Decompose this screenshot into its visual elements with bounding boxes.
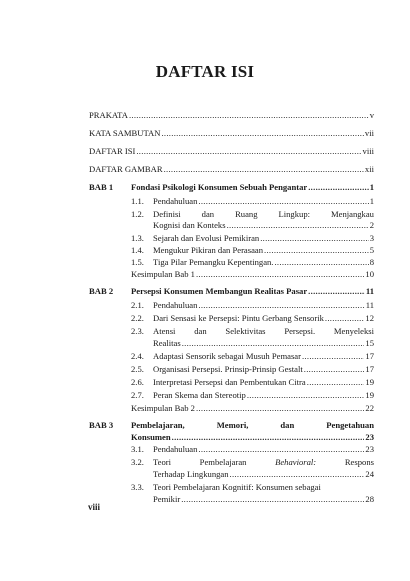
- section-number: 1.3.: [131, 233, 144, 243]
- leader-dots: [325, 313, 365, 324]
- toc-section-1-3[interactable]: [153, 233, 374, 244]
- leader-dots: [198, 300, 364, 311]
- toc-chapter-1[interactable]: [131, 182, 374, 193]
- word: Behavioral:: [275, 457, 317, 467]
- section-title: Realitas: [153, 338, 181, 348]
- toc-summary-1[interactable]: [131, 269, 374, 280]
- section-page: 15: [365, 338, 374, 348]
- toc-section-2-3-line1[interactable]: [153, 326, 374, 337]
- toc-entry-daftar-gambar[interactable]: [89, 164, 374, 175]
- word: Definisi: [153, 209, 181, 219]
- section-number: 1.1.: [131, 196, 144, 206]
- toc-section-3-3-line1[interactable]: Teori Pembelajaran Kognitif: Konsumen sebagai: [153, 482, 321, 492]
- leader-dots: [304, 364, 365, 375]
- word: Persepsi.: [284, 326, 316, 336]
- section-page: 3: [369, 233, 374, 243]
- toc-entry-label: DAFTAR GAMBAR: [89, 164, 163, 174]
- leader-dots: [129, 110, 369, 121]
- section-title: Mengukur Pikiran dan Perasaan: [153, 245, 264, 255]
- word: Lingkup:: [278, 209, 311, 219]
- section-page: 24: [365, 469, 374, 479]
- toc-section-3-2-line1[interactable]: [153, 457, 374, 468]
- chapter-label: BAB 2: [89, 286, 114, 296]
- leader-dots: [308, 182, 368, 193]
- section-number: 3.1.: [131, 444, 144, 454]
- leader-dots: [260, 233, 368, 244]
- section-page: 5: [369, 245, 374, 255]
- section-page: 19: [365, 377, 374, 387]
- section-page: 1: [369, 196, 374, 206]
- leader-dots: [227, 220, 369, 231]
- section-title: Pendahuluan: [153, 196, 198, 206]
- section-title: Organisasi Persepsi. Prinsip-Prinsip Gestalt: [153, 364, 303, 374]
- toc-section-2-6[interactable]: [153, 377, 374, 388]
- section-title: Pendahuluan: [153, 300, 198, 310]
- leader-dots: [161, 128, 363, 139]
- toc-chapter-3-line2[interactable]: [131, 432, 374, 443]
- chapter-page: 1: [369, 182, 374, 192]
- section-page: 11: [365, 300, 374, 310]
- leader-dots: [274, 257, 368, 268]
- toc-section-2-7[interactable]: [153, 390, 374, 401]
- toc-section-2-4[interactable]: [153, 351, 374, 362]
- toc-entry-page: xii: [364, 164, 374, 174]
- section-page: 8: [369, 257, 374, 267]
- leader-dots: [198, 196, 368, 207]
- leader-dots: [308, 286, 365, 297]
- toc-section-1-2-line2[interactable]: [153, 220, 374, 231]
- toc-section-1-4[interactable]: [153, 245, 374, 256]
- word: Menyeleksi: [333, 326, 374, 336]
- section-number: 2.2.: [131, 313, 144, 323]
- section-title: Pendahuluan: [153, 444, 198, 454]
- word: dan: [201, 209, 215, 219]
- toc-entry-page: vii: [364, 128, 374, 138]
- section-number: 1.4.: [131, 245, 144, 255]
- leader-dots: [302, 351, 364, 362]
- leader-dots: [307, 377, 365, 388]
- section-title: Terhadap Lingkungan: [153, 469, 229, 479]
- toc-section-1-1[interactable]: [153, 196, 374, 207]
- section-number: 2.6.: [131, 377, 144, 387]
- section-title: Kognisi dan Konteks: [153, 220, 226, 230]
- toc-section-2-2[interactable]: [153, 313, 374, 324]
- word: Pengetahuan: [326, 420, 374, 430]
- chapter-page: 11: [365, 286, 374, 296]
- toc-entry-label: PRAKATA: [89, 110, 128, 120]
- chapter-label: BAB 1: [89, 182, 114, 192]
- toc-entry-page: viii: [362, 146, 374, 156]
- word: Respons: [344, 457, 374, 467]
- toc-section-3-1[interactable]: [153, 444, 374, 455]
- word: Ruang: [235, 209, 258, 219]
- chapter-title: Konsumen: [131, 432, 171, 442]
- leader-dots: [247, 390, 365, 401]
- footer-page-number: viii: [88, 502, 101, 512]
- page-title: DAFTAR ISI: [155, 62, 255, 81]
- section-page: 28: [365, 494, 374, 504]
- toc-entry-prakata[interactable]: [89, 110, 374, 121]
- toc-entry-label: KATA SAMBUTAN: [89, 128, 161, 138]
- toc-summary-2[interactable]: [131, 403, 374, 414]
- chapter-title: Persepsi Konsumen Membangun Realitas Pasar: [131, 286, 308, 296]
- leader-dots: [196, 403, 364, 414]
- section-number: 2.1.: [131, 300, 144, 310]
- section-number: 1.5.: [131, 257, 144, 267]
- toc-section-3-2-line2[interactable]: [153, 469, 374, 480]
- summary-page: 22: [365, 403, 374, 413]
- leader-dots: [198, 444, 364, 455]
- section-title: Peran Skema dan Stereotip: [153, 390, 246, 400]
- leader-dots: [172, 432, 365, 443]
- section-page: 19: [365, 390, 374, 400]
- toc-section-2-3-line2[interactable]: [153, 338, 374, 349]
- leader-dots: [196, 269, 364, 280]
- section-number: 2.7.: [131, 390, 144, 400]
- toc-section-2-5[interactable]: [153, 364, 374, 375]
- section-title: Tiga Pilar Pemangku Kepentingan.: [153, 257, 274, 267]
- leader-dots: [181, 494, 364, 505]
- toc-entry-page: v: [369, 110, 374, 120]
- section-number: 2.4.: [131, 351, 144, 361]
- leader-dots: [182, 338, 365, 349]
- leader-dots: [136, 146, 361, 157]
- toc-section-2-1[interactable]: [153, 300, 374, 311]
- summary-page: 10: [365, 269, 374, 279]
- summary-title: Kesimpulan Bab 2: [131, 403, 195, 413]
- section-page: 12: [365, 313, 374, 323]
- section-page: 17: [365, 364, 374, 374]
- section-page: 2: [369, 220, 374, 230]
- word: Pembelajaran: [199, 457, 247, 467]
- summary-title: Kesimpulan Bab 1: [131, 269, 195, 279]
- chapter-title: Fondasi Psikologi Konsumen Sebuah Pengantar: [131, 182, 308, 192]
- toc-section-1-2-line1[interactable]: [153, 209, 374, 220]
- section-number: 2.3.: [131, 326, 144, 336]
- toc-section-3-3-line2[interactable]: [153, 494, 374, 505]
- section-number: 3.2.: [131, 457, 144, 467]
- toc-entry-kata-sambutan[interactable]: [89, 128, 374, 139]
- word: dan: [194, 326, 207, 336]
- leader-dots: [264, 245, 369, 256]
- section-number: 1.2.: [131, 209, 144, 219]
- word: dan: [280, 420, 295, 430]
- section-title: Adaptasi Sensorik sebagai Musuh Pemasar: [153, 351, 301, 361]
- toc-chapter-3-line1[interactable]: [131, 420, 374, 431]
- toc-entry-label: DAFTAR ISI: [89, 146, 136, 156]
- section-page: 23: [365, 444, 374, 454]
- section-number: 3.3.: [131, 482, 144, 492]
- word: Selektivitas: [225, 326, 266, 336]
- word: Atensi: [153, 326, 176, 336]
- section-title: Dari Sensasi ke Persepsi: Pintu Gerbang Sensorik: [153, 313, 324, 323]
- word: Pembelajaran,: [131, 420, 185, 430]
- leader-dots: [230, 469, 365, 480]
- chapter-page: 23: [365, 432, 374, 442]
- section-number: 2.5.: [131, 364, 144, 374]
- word: Teori: [153, 457, 172, 467]
- toc-entry-daftar-isi[interactable]: [89, 146, 374, 157]
- word: Menjangkau: [331, 209, 374, 219]
- section-title: Interpretasi Persepsi dan Pembentukan Citra: [153, 377, 306, 387]
- section-title: Sejarah dan Evolusi Pemikiran: [153, 233, 260, 243]
- word: Memori,: [216, 420, 249, 430]
- toc-section-1-5[interactable]: [153, 257, 374, 268]
- leader-dots: [164, 164, 364, 175]
- toc-chapter-2[interactable]: [131, 286, 374, 297]
- chapter-label: BAB 3: [89, 420, 114, 430]
- section-title: Pemikir: [153, 494, 181, 504]
- section-page: 17: [365, 351, 374, 361]
